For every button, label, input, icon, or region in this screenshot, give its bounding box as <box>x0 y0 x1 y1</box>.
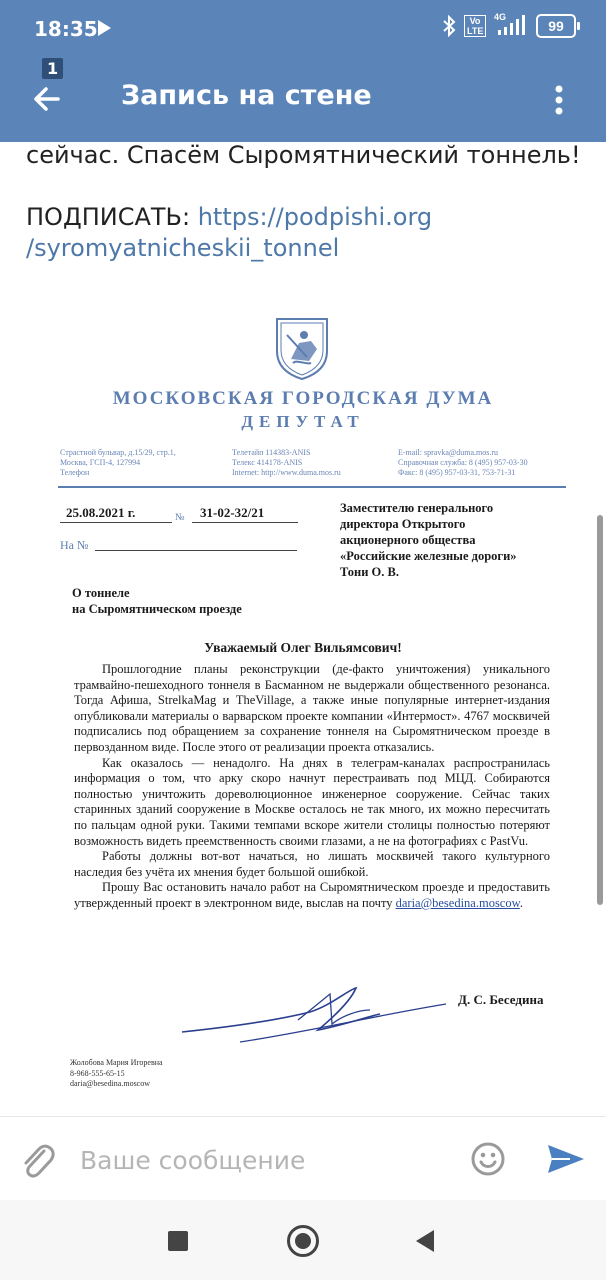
letterhead-email <box>398 448 528 478</box>
scrollbar[interactable] <box>597 515 603 905</box>
system-back-button[interactable] <box>416 1230 434 1252</box>
emoji-button[interactable] <box>470 1141 506 1177</box>
letter-body <box>74 662 550 912</box>
letter-paragraph-end: . <box>519 895 523 910</box>
letter-paragraph <box>74 880 550 911</box>
recent-apps-button[interactable] <box>168 1231 188 1251</box>
post-sign-line <box>26 202 432 233</box>
addressee-line: директора Открытого <box>340 517 466 531</box>
notification-count-badge: 1 <box>42 58 63 79</box>
performer-line: 8-968-555-65-15 <box>70 1068 125 1078</box>
addressee-block <box>340 500 570 580</box>
addressee-name: Тони О. В. <box>340 565 399 579</box>
letterhead-divider <box>58 486 566 488</box>
message-composer <box>0 1117 606 1200</box>
page-title: Запись на стене <box>121 80 372 111</box>
contact-line: Справочная служба: 8 (495) 957-03-30 <box>398 458 528 467</box>
reference-underline <box>95 550 297 551</box>
letter-subject <box>72 585 242 617</box>
signal-group <box>494 12 528 37</box>
petition-link-continued[interactable]: /syromyatnicheskii_tonnel <box>26 234 340 262</box>
media-playing-icon <box>98 20 111 36</box>
app-bar <box>0 58 606 142</box>
letter-paragraph: Работы должны вот-вот начаться, но лишать москвичей такого культурного наследия без учёта их мнения будет большой ошибкой. <box>74 849 550 879</box>
contact-line: Москва, ГСП-4, 127994 <box>60 458 141 467</box>
performer-line: Жолобова Мария Игоревна <box>70 1058 163 1067</box>
paperclip-icon <box>18 1139 56 1179</box>
system-navigation-bar <box>0 1200 606 1280</box>
more-vertical-icon <box>545 76 573 124</box>
battery-level: 99 <box>548 18 564 34</box>
contact-line: Телефон <box>60 468 90 477</box>
status-time: 18:35 <box>34 17 98 41</box>
moscow-coat-of-arms-icon <box>271 315 333 381</box>
contact-line: Телетайп 114383-ANIS <box>232 448 311 457</box>
attach-button[interactable] <box>18 1139 56 1179</box>
addressee-line: «Российские железные дороги» <box>340 549 517 563</box>
letter-paragraph: Прошлогодние планы реконструкции (де-факто уничтожения) уникального трамвайно-пешеходного тоннеля в Басманном не выдержали общественного резонанса. Тогда Афиша, StrelkaMag и TheVillage, а также иные популярные интернет-издания опубликовали материалы о варварском проекте компании «Интермост». 4767 москвичей подписались под обращением за сохранение тоннеля на Сыромятническом проезде в первозданном виде. После этого от реализации проекта отказались. <box>74 662 550 754</box>
contact-line: E-mail: spravka@duma.mos.ru <box>398 448 499 457</box>
letter-image[interactable] <box>0 290 606 1115</box>
signal-icon <box>494 15 528 37</box>
letterhead-telex <box>232 448 341 478</box>
battery-indicator <box>536 14 576 38</box>
letter-greeting: Уважаемый Олег Вильямсович! <box>204 640 402 655</box>
addressee-line: Заместителю генерального <box>340 501 494 515</box>
petition-link[interactable]: https://podpishi.org <box>197 203 433 231</box>
performer-contact <box>70 1058 163 1090</box>
addressee-line: акционерного общества <box>340 533 476 547</box>
arrow-left-icon <box>24 76 72 124</box>
number-underline <box>192 522 298 523</box>
more-options-button[interactable] <box>545 76 573 124</box>
contact-line: Телекс 414178-ANIS <box>232 458 303 467</box>
back-button[interactable] <box>24 76 72 124</box>
home-button[interactable] <box>287 1225 319 1257</box>
volte-label: Vo LTE <box>464 15 486 37</box>
status-icons <box>442 14 576 38</box>
contact-line: Факс: 8 (495) 957-03-31, 753-71-31 <box>398 468 516 477</box>
signer-name: Д. С. Беседина <box>458 992 544 1007</box>
smile-icon <box>470 1141 506 1177</box>
reference-label: На № <box>60 538 89 552</box>
document-number-label: № <box>175 512 185 523</box>
letter-paragraph-text: Прошу Вас остановить начало работ на Сыромятническом проезде и предоставить утвержденный проект в электронном виде, выслав на почту <box>74 880 550 910</box>
letter-paragraph: Как оказалось — ненадолго. На днях в телеграм-каналах распространилась информация о том, что арку скоро начнут перестраивать под МЦД. Собираются полностью уничтожить дореволюционное инженерное сооружение. Сейчас таких старинных зданий сооружение в Москве осталось не так много, их можно пересчитать по пальцам одной руки. Такими темпами вскоре жители столицы полностью потеряют возможность видеть преемственность своими глазами, а не на фотографиях с PastVu. <box>74 755 550 848</box>
send-button[interactable] <box>546 1141 586 1177</box>
send-icon <box>546 1141 586 1177</box>
date-underline <box>60 522 172 523</box>
subject-line: О тоннеле <box>72 586 130 600</box>
status-bar <box>0 0 606 58</box>
document-date: 25.08.2021 г. <box>66 505 136 520</box>
network-type-label: 4G <box>494 12 507 22</box>
performer-line: daria@besedina.moscow <box>70 1079 151 1088</box>
post-text-line: сейчас. Спасём Сыромятнический тоннель! <box>26 141 581 169</box>
letterhead-role: ДЕПУТАТ <box>241 412 365 431</box>
contact-line: Страстной бульвар, д.15/29, стр.1, <box>60 448 176 457</box>
handwritten-signature <box>180 980 450 1050</box>
letterhead-address <box>60 448 176 478</box>
sign-label: ПОДПИСАТЬ: <box>26 203 198 231</box>
document-number: 31-02-32/21 <box>200 505 265 520</box>
message-input[interactable] <box>80 1141 450 1179</box>
contact-line: Internet: http://www.duma.mos.ru <box>232 468 341 477</box>
letterhead-organization: МОСКОВСКАЯ ГОРОДСКАЯ ДУМА <box>112 388 494 409</box>
subject-line: на Сыромятническом проезде <box>72 602 242 616</box>
bluetooth-icon <box>442 15 456 37</box>
letter-email: daria@besedina.moscow <box>395 895 520 910</box>
